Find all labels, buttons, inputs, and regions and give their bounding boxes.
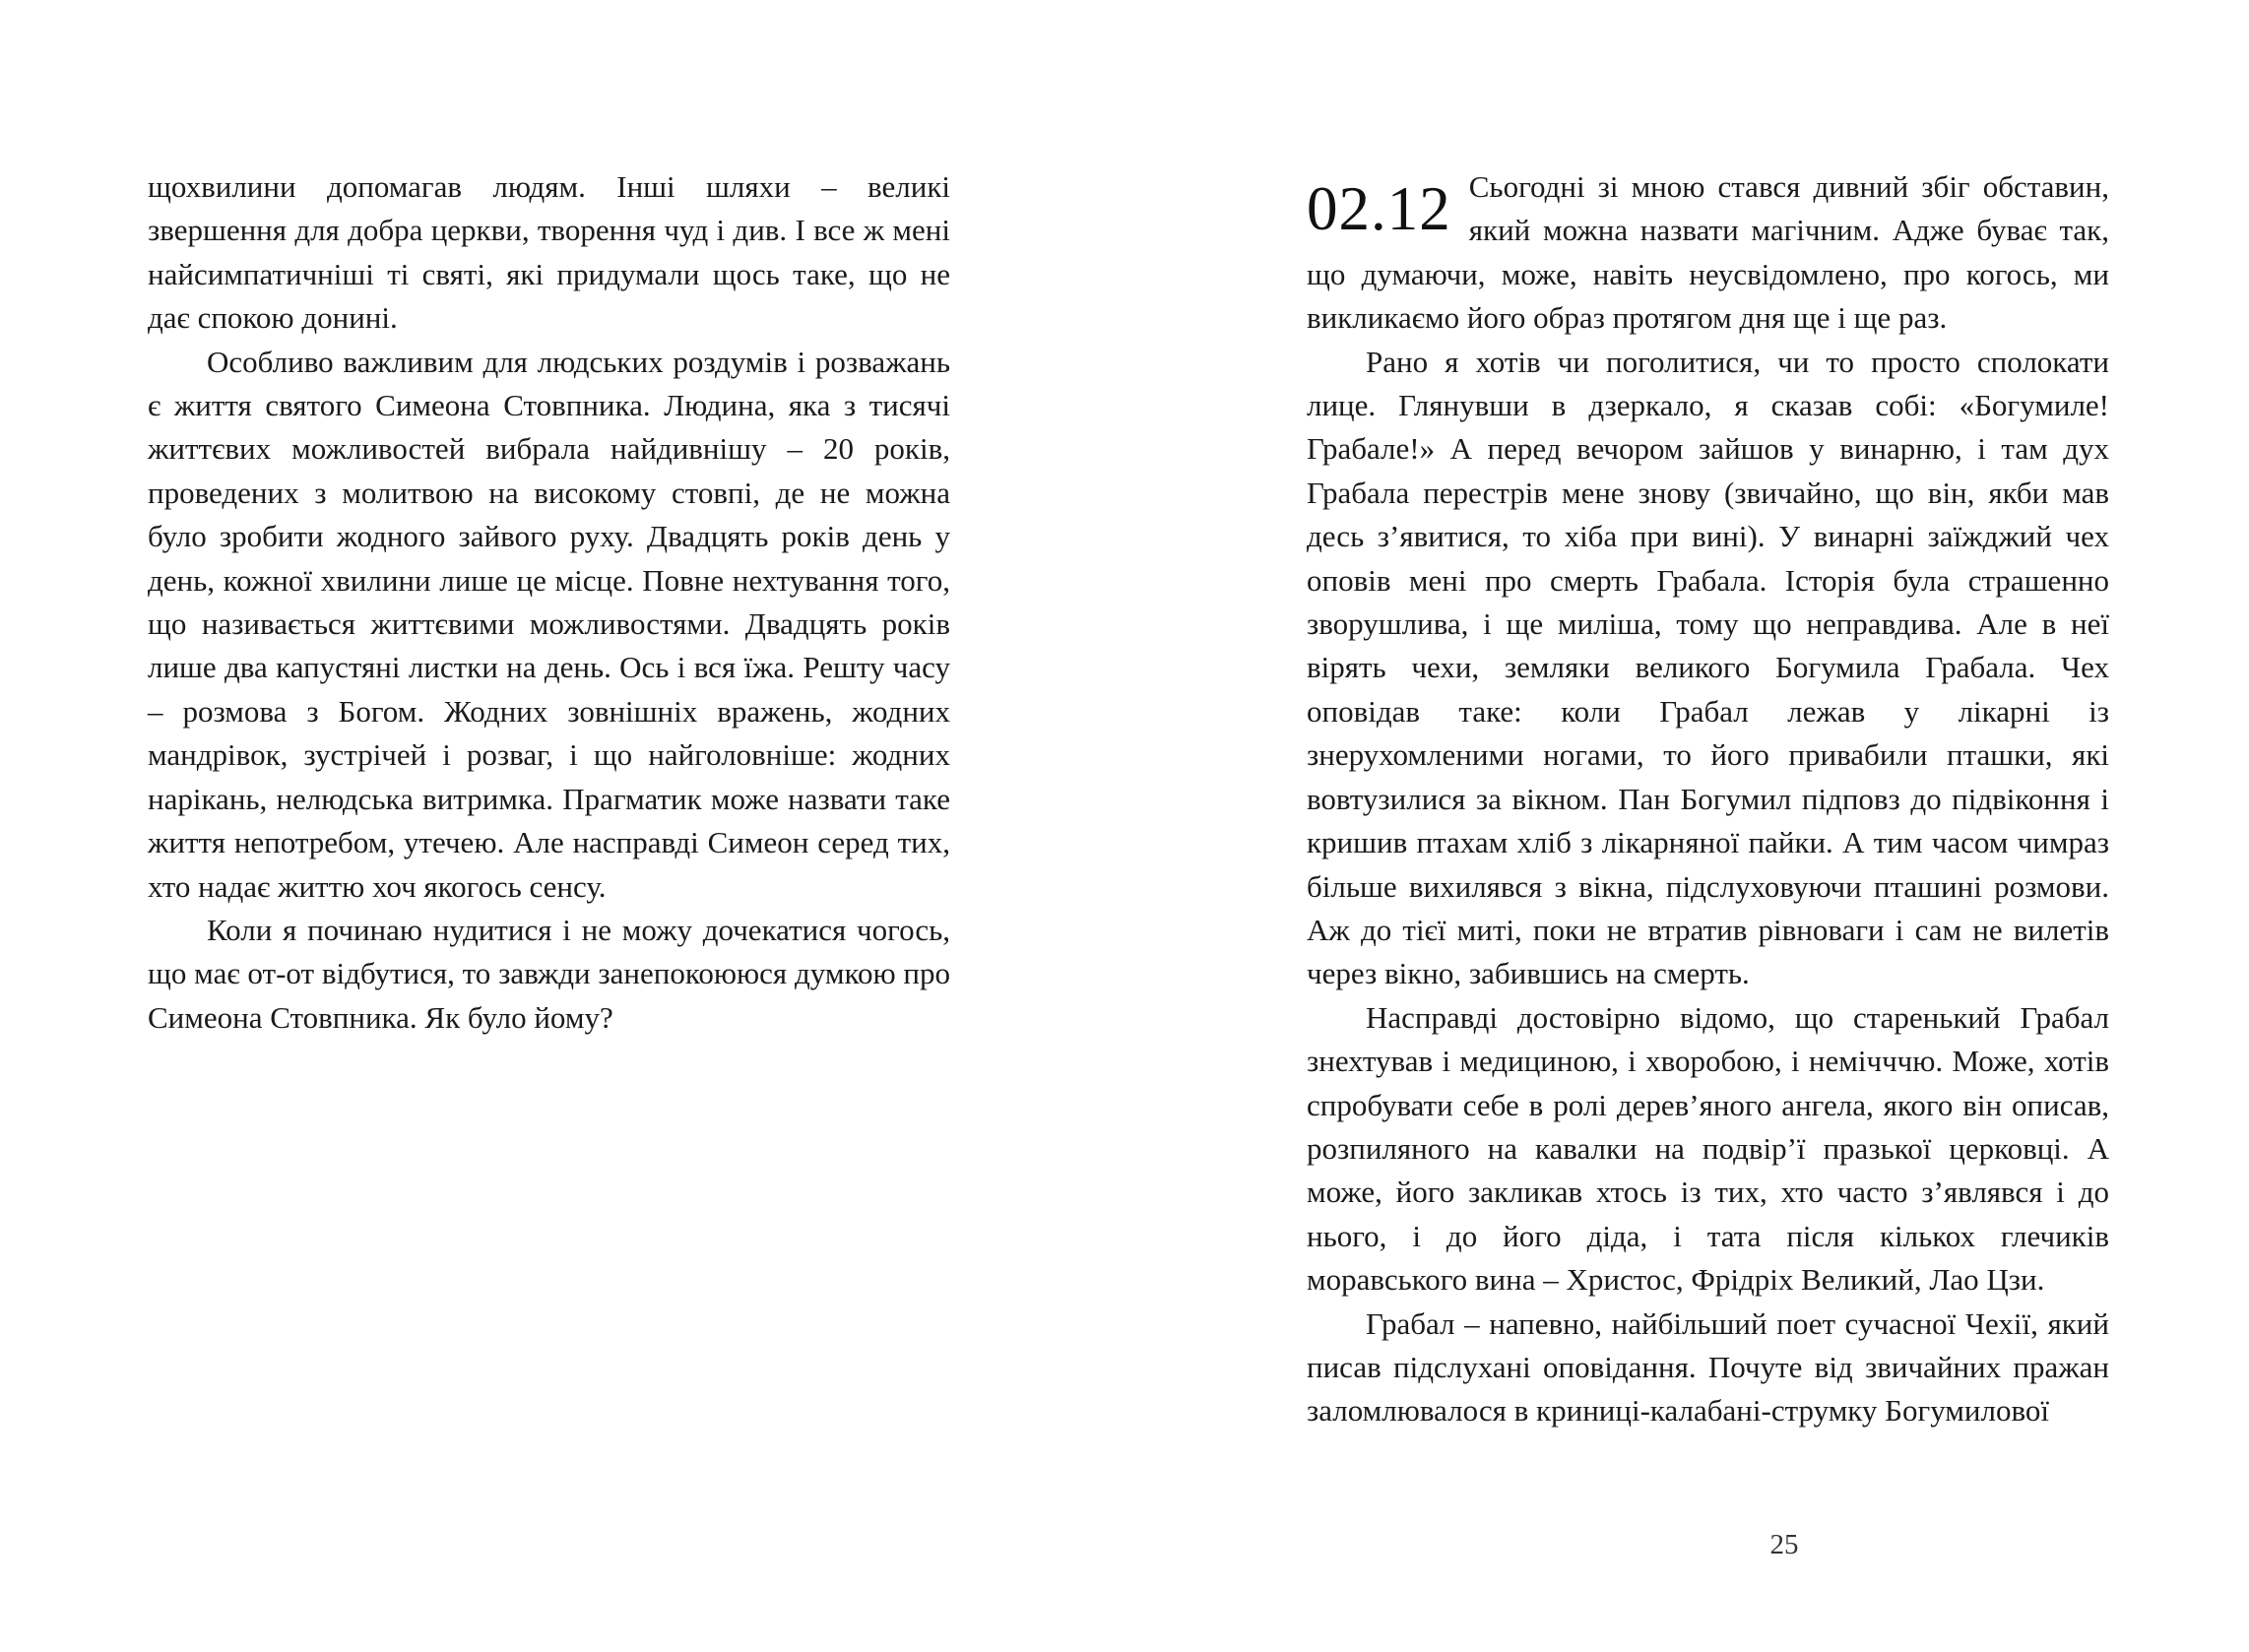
- right-page-text: [1307, 165, 2109, 1433]
- left-page-text: [148, 165, 950, 1040]
- left-page: [0, 0, 1124, 1652]
- right-page: [1124, 0, 2249, 1652]
- right-paragraph-3: Насправді достовірно відомо, що старенький Грабал знехтував і медициною, і хворобою, і немічччю. Може, хотів спробувати себе в ролі дерев’яного ангела, якого він описав, розпиляного на кавалки на подвір’ї празької церковці. А може, його закликав хтось із тих, хто часто з’являвся і до нього, і до його діда, і тата після кількох глечиків моравського вина – Христос, Фрідріх Великий, Лао Цзи.: [1307, 999, 2109, 1298]
- date-heading: 02.12: [1307, 174, 1451, 243]
- left-paragraph-2: Особливо важливим для людських роздумів і розважань є життя святого Симеона Стовпника. Людина, яка з тисячі життєвих можливостей вибрала найдивнішу – 20 років, проведених з молитвою на високому стовпі, де не можна було зробити жодного зайвого руху. Двадцять років день у день, кожної хвилини лише це місце. Повне нехтування того, що називається життєвими можливостями. Двадцять років лише два капустяні листки на день. Ось і вся їжа. Решту часу – розмова з Богом. Жодних зовнішніх вражень, жодних мандрівок, зустрічей і розваг, і що найголовніше: жодних нарікань, нелюдська витримка. Прагматик може назвати таке життя непотребом, утечею. Але насправді Симеон серед тих, хто надає життю хоч якогось сенсу.: [148, 344, 950, 904]
- right-paragraph-4: Грабал – напевно, найбільший поет сучасної Чехії, який писав підслухані оповідання. Почуте від звичайних пражан заломлювалося в криниці-калабані-струмку Богумилової: [1307, 1305, 2109, 1429]
- left-paragraph-1: щохвилини допомагав людям. Інші шляхи – великі звершення для добра церкви, творення чуд і див. І все ж мені найсимпатичніші ті святі, які придумали щось таке, що не дає спокою донині.: [148, 169, 950, 336]
- right-paragraph-first: [1307, 165, 2109, 341]
- right-paragraph-first-text: Сьогодні зі мною стався дивний збіг обставин, який можна назвати магічним. Адже буває так, що думаючи, може, навіть неусвідомлено, про когось, ми викликаємо його образ протягом дня ще і ще раз.: [1307, 169, 2109, 336]
- right-paragraph-2: Рано я хотів чи поголитися, чи то просто сполокати лице. Глянувши в дзеркало, я сказав собі: «Богумиле! Грабале!» А перед вечором зайшов у винарню, і там дух Грабала перестрів мене знову (звичайно, що він, якби мав десь з’явитися, то хіба при вині). У винарні заїжджий чех оповів мені про смерть Грабала. Історія була страшенно зворушлива, і ще миліша, тому що неправдива. Але в неї вірять чехи, земляки великого Богумила Грабала. Чех оповідав таке: коли Грабал лежав у лікарні із знерухомленими ногами, то його привабили пташки, які вовтузилися за вікном. Пан Богумил підповз до підвіконня і кришив птахам хліб з лікарняної пайки. А тим часом чимраз більше вихилявся з вікна, підслуховуючи пташині розмови. Аж до тієї миті, поки не втратив рівноваги і сам не вилетів через вікно, забившись на смерть.: [1307, 344, 2109, 991]
- left-paragraph-3: Коли я починаю нудитися і не можу дочекатися чогось, що має от-от відбутися, то завжди занепокоююся думкою про Симеона Стовпника. Як було йому?: [148, 912, 950, 1035]
- page-number: 25: [1769, 1529, 1799, 1560]
